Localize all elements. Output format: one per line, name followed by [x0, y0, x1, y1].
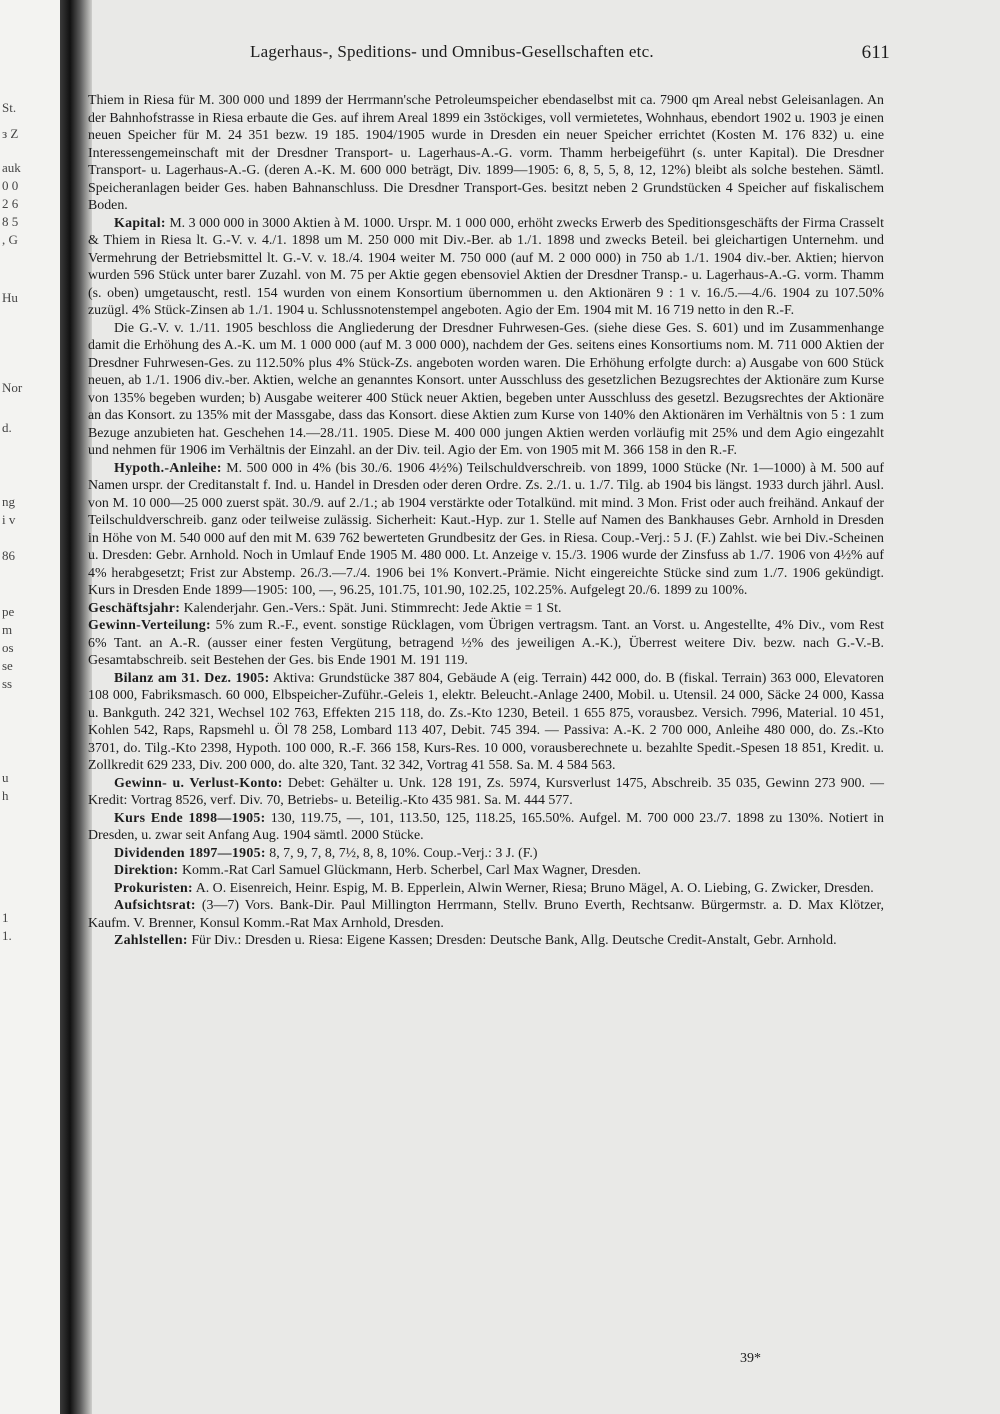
paragraph-direktion — [88, 862, 884, 880]
paragraph-kurs — [88, 810, 884, 845]
section-lead: Kapital: — [114, 215, 166, 231]
margin-fragment: h — [2, 788, 9, 803]
section-lead: Aufsichtsrat: — [114, 898, 196, 913]
margin-fragment: se — [2, 658, 13, 673]
paragraph-text: 130, 119.75, —, 101, 113.50, 125, 118.25, 165.50%. Aufgel. M. 700 000 23./7. 1898 zu 130%. Notiert in Dresden, u. zwar seit Anfang Aug. 1904 sämtl. 2000 Stücke. — [88, 810, 884, 843]
paragraph-text: Debet: Gehälter u. Unk. 128 191, Zs. 5974, Kursverlust 1475, Abschreib. 35 035, Gewinn 273 900. — Kredit: Vortrag 8526, verf. Div. 70, Betriebs- u. Beteilig.-Kto 435 981. Sa. M. 444 577. — [88, 775, 884, 808]
page-number: 611 — [861, 42, 890, 63]
margin-fragment: i v — [2, 512, 16, 527]
section-lead: Zahlstellen: — [114, 933, 188, 948]
margin-fragment: St. — [2, 100, 17, 115]
section-lead: Dividenden 1897—1905: — [114, 845, 266, 861]
paragraph-geschaeftsjahr — [88, 600, 884, 618]
margin-fragment: 2 6 — [2, 196, 19, 211]
paragraph-text: M. 3 000 000 in 3000 Aktien à M. 1000. Urspr. M. 1 000 000, erhöht zwecks Erwerb des Speditionsgeschäfts der Firma Crasselt & Thiem in Riesa lt. G.-V. v. 4./1. 1898 um M. 250 000 mit Div.-Ber. ab 1./1. 1898 und zwecks Beteil. bei gleichartigen Unternehm. und Vermehrung der Betriebsmittel lt. G.-V. v. 18./4. 1904 weiter M. 750 000 (auf M. 2 000 000) in 750 ab 1./1. 1904 div.-ber. Aktien; hiervon wurden 596 Stück unter barer Zuzahl. von M. 75 per Aktie gegen ebensoviel Aktien der Dresdner Transp.- u. Lagerhaus-A.-G. vorm. Thamm (s. oben) umgetauscht, restl. 154 wurden von einem Konsortium übernommen u. den Aktionären 9 : 1 v. 16./5.—4./6. 1904 zu 107.50% zuzügl. 4% Stück-Zinsen ab 1./1. 1904 u. Schlussnotenstempel angeboten. Agio der Em. 1904 mit M. 16 719 netto in den R.-F. — [88, 215, 884, 318]
paragraph-bilanz — [88, 670, 884, 775]
paragraph-dividenden — [88, 845, 884, 863]
margin-fragment: os — [2, 640, 14, 655]
main-text-column — [88, 92, 884, 950]
paragraph-text: Für Div.: Dresden u. Riesa: Eigene Kassen; Dresden: Deutsche Bank, Allg. Deutsche Credit-Anstalt, Gebr. Arnhold. — [191, 933, 837, 948]
section-lead: Geschäftsjahr: — [88, 600, 181, 616]
margin-fragment: auk — [2, 160, 21, 175]
paragraph-text: Komm.-Rat Carl Samuel Glückmann, Herb. Scherbel, Carl Max Wagner, Dresden. — [181, 863, 642, 878]
signature-mark: 39* — [740, 1351, 761, 1366]
section-lead: Bilanz am 31. Dez. 1905: — [114, 670, 270, 686]
margin-fragment: 0 0 — [2, 178, 19, 193]
section-lead: Hypoth.-Anleihe: — [114, 460, 222, 476]
margin-fragment: з Z — [2, 126, 19, 141]
paragraph-prokuristen — [88, 880, 884, 898]
margin-fragment: d. — [2, 420, 12, 435]
margin-fragment: , G — [2, 232, 18, 247]
paragraph-text: 5% zum R.-F., event. sonstige Rücklagen, vom Übrigen vertragsm. Tant. an Vorst. u. Angestellte, 4% Div., vom Rest 6% Tant. an A.-R. (ausser einer festen Vergütung, betragend ½% des jeweiligen A.-K.), Überrest weitere Div. bezw. nach G.-V.-B. Gesamtabschreib. seit Bestehen der Ges. bis Ende 1901 M. 191 119. — [88, 618, 884, 668]
margin-fragment: ss — [2, 676, 13, 691]
margin-fragment: u — [2, 770, 9, 785]
paragraph-text: Aktiva: Grundstücke 387 804, Gebäude A (eig. Terrain) 442 000, do. B (fiskal. Terrain) 363 000, Elevatoren 108 000, Fabriksmasch. 60 000, Elbspeicher-Zuführ.-Geleis 1, elektr. Beleucht.-Anlage 2400, Mobil. u. Utensil. 24 000, Säcke 24 000, Kassa u. Bankguth. 242 321, Wechsel 102 763, Effekten 215 118, do. Zs.-Kto 1230, Beteil. 1 655 875, vorausbez. Versich. 7996, Material. 10 451, Kohlen 542, Raps, Rapsmehl u. Öl 78 258, Lombard 113 407, Debit. 745 394. — Passiva: A.-K. 2 700 000, Anleihe 480 000, do. Zs.-Kto 3701, do. Tilg.-Kto 2398, Hypoth. 100 000, R.-F. 366 158, Kurs-Res. 10 000, vorausberechnete u. bezahlte Spedit.-Spesen 18 851, Kredit. u. Zollkredit 629 233, Div. 200 000, do. alte 320, Tant. 32 342, Vortrag 41 558. Sa. M. 4 584 563. — [88, 670, 884, 773]
paragraph-aufsichtsrat — [88, 897, 884, 932]
paragraph-gewinn-verteilung — [88, 617, 884, 670]
paragraph-zahlstellen — [88, 932, 884, 950]
margin-fragment: ng — [2, 494, 15, 509]
margin-fragment: pe — [2, 604, 15, 619]
paragraph-text: Thiem in Riesa für M. 300 000 und 1899 der Herrmann'sche Petroleumspeicher ebendaselbst mit ca. 7900 qm Areal nebst Geleisanlagen. An der Bahnhofstrasse in Riesa erbaute die Ges. auf ihrem Areal 1899 ein 3stöckiges, voll vermietetes, Wohnhaus, ebendort 1902 u. 1903 je einen neuen Speicher für M. 24 351 bezw. 19 185. 1904/1905 wurde in Dresden ein neuer Speicher errichtet (Kosten M. 176 832) u. eine Interessengemeinschaft mit der Dresdner Transport- u. Lagerhaus-A.-G. vorm. Thamm herbeigeführt (s. unter Kapital). Die Dresdner Transport- u. Lagerhaus-A.-G. (deren A.-K. M. 600 000 beträgt, Div. 1899—1905: 6, 8, 5, 5, 8, 12, 12%) bleibt als solche bestehen. Sämtl. Speicheranlagen beider Ges. haben Bahnanschluss. Die Dresdner Transport-Ges. besitzt neben 2 Grundstücken 4 Speicher auf fiskalischem Boden. — [88, 93, 884, 213]
running-title: Lagerhaus-, Speditions- und Omnibus-Gesellschaften etc. — [250, 42, 654, 61]
margin-fragment: m — [2, 622, 13, 637]
left-page-bleed — [0, 0, 60, 1414]
paragraph-gewinn-verlust-konto — [88, 775, 884, 810]
paragraph-hypoth-anleihe — [88, 460, 884, 600]
paragraph-kapital — [88, 215, 884, 320]
paragraph-text: Kalenderjahr. Gen.-Vers.: Spät. Juni. Stimmrecht: Jede Aktie = 1 St. — [183, 600, 562, 616]
paragraph-text: 8, 7, 9, 7, 8, 7½, 8, 8, 10%. Coup.-Verj.: 3 J. (F.) — [269, 845, 538, 861]
margin-fragment: Hu — [2, 290, 18, 305]
section-lead: Gewinn-Verteilung: — [88, 618, 211, 633]
section-lead: Kurs Ende 1898—1905: — [114, 810, 266, 826]
paragraph-text: A. O. Eisenreich, Heinr. Espig, M. B. Epperlein, Alwin Werner, Riesa; Bruno Mägel, A. O. Liebing, G. Zwicker, Dresden. — [195, 880, 874, 896]
margin-fragment: 1. — [2, 928, 12, 943]
paragraph — [88, 320, 884, 460]
margin-fragment: 86 — [2, 548, 15, 563]
paragraph-text: (3—7) Vors. Bank-Dir. Paul Millington Herrmann, Stellv. Bruno Everth, Rechtsanw. Bürgermstr. a. D. Max Klötzer, Kaufm. V. Brenner, Konsul Komm.-Rat Max Arnhold, Dresden. — [88, 898, 884, 931]
section-lead: Prokuristen: — [114, 880, 193, 896]
paragraph — [88, 92, 884, 215]
margin-fragment: Nor — [2, 380, 23, 395]
margin-fragment: 8 5 — [2, 214, 19, 229]
section-lead: Direktion: — [114, 863, 179, 878]
section-lead: Gewinn- u. Verlust-Konto: — [114, 775, 283, 791]
paragraph-text: Die G.-V. v. 1./11. 1905 beschloss die Angliederung der Dresdner Fuhrwesen-Ges. (siehe diese Ges. S. 601) und im Zusammenhange damit die Erhöhung des A.-K. um M. 1 000 000 (auf M. 3 000 000), nachdem der Ges. seitens eines Konsortiums nom. M. 711 000 Aktien der Dresdner Fuhrwesen-Ges. zu 112.50% plus 4% Stück-Zs. angeboten worden waren. Die Erhöhung erfolgte durch: a) Ausgabe von 600 Stück neuen, ab 1./1. 1906 div.-ber. Aktien, welche an genanntes Konsort. unter Ausschluss des gesetzlichen Bezugsrechtes der Aktionäre zum Kurse von 135% begeben wurden; b) Ausgabe weiterer 400 Stück neuer Aktien, begeben unter Ausschluss des gesetzl. Bezugsrechtes der Aktionäre an das Konsort. zu 135% mit der Massgabe, dass das Konsort. diese Aktien zum Kurse von 140% den Aktionären im Verhältnis von 5 : 1 zum Bezuge anzubieten hat. Geschehen 14.—28./11. 1905. Diese M. 400 000 jungen Aktien werden vorläufig mit 25% und dem Agio eingezahlt und nehmen für 1906 im Verhältnis der Einzahl. an der Div. teil. Agio der Em. von 1905 mit M. 366 158 in den R.-F. — [88, 320, 884, 458]
margin-fragment: 1 — [2, 910, 9, 925]
running-header — [250, 42, 890, 70]
paragraph-text: M. 500 000 in 4% (bis 30./6. 1906 4½%) Teilschuldverschreib. von 1899, 1000 Stücke (Nr. 1—1000) à M. 500 auf Namen urspr. der Creditanstalt f. Ind. u. Handel in Dresden oder deren Ordre. Zs. 2./1. u. 1./7. Tilg. ab 1904 bis längst. 1933 durch jährl. Ausl. von M. 10 000—25 000 zuerst spät. 30./9. auf 2./1.; ab 1904 verstärkte oder Totalkünd. mit mind. 3 Mon. Frist oder auch freihänd. Ankauf der Teilschuldverschreib. ganz oder teilweise zulässig. Sicherheit: Kaut.-Hyp. zur 1. Stelle auf Namen des Bankhauses Gebr. Arnhold in Dresden in Höhe von M. 540 000 auf den mit M. 639 762 bewerteten Grundbesitz der Ges. in Riesa. Coup.-Verj.: 5 J. (F.) Zahlst. wie bei Div.-Scheinen u. Dresden: Gebr. Arnhold. Noch in Umlauf Ende 1905 M. 480 000. Lt. Anzeige v. 15./3. 1906 wurde der Zinsfuss ab 1./7. 1906 von 4½% auf 4% herabgesetzt; Frist zur Abstemp. 26./3.—7./4. 1906 bei 1% Konvert.-Prämie. Nicht eingereichte Stücke sind zum 1./7. 1906 gekündigt. Kurs in Dresden Ende 1899—1905: 100, —, 96.25, 101.75, 101.90, 102.25, 102.25%. Aufgelegt 20./6. 1899 zu 100%. — [88, 460, 884, 598]
